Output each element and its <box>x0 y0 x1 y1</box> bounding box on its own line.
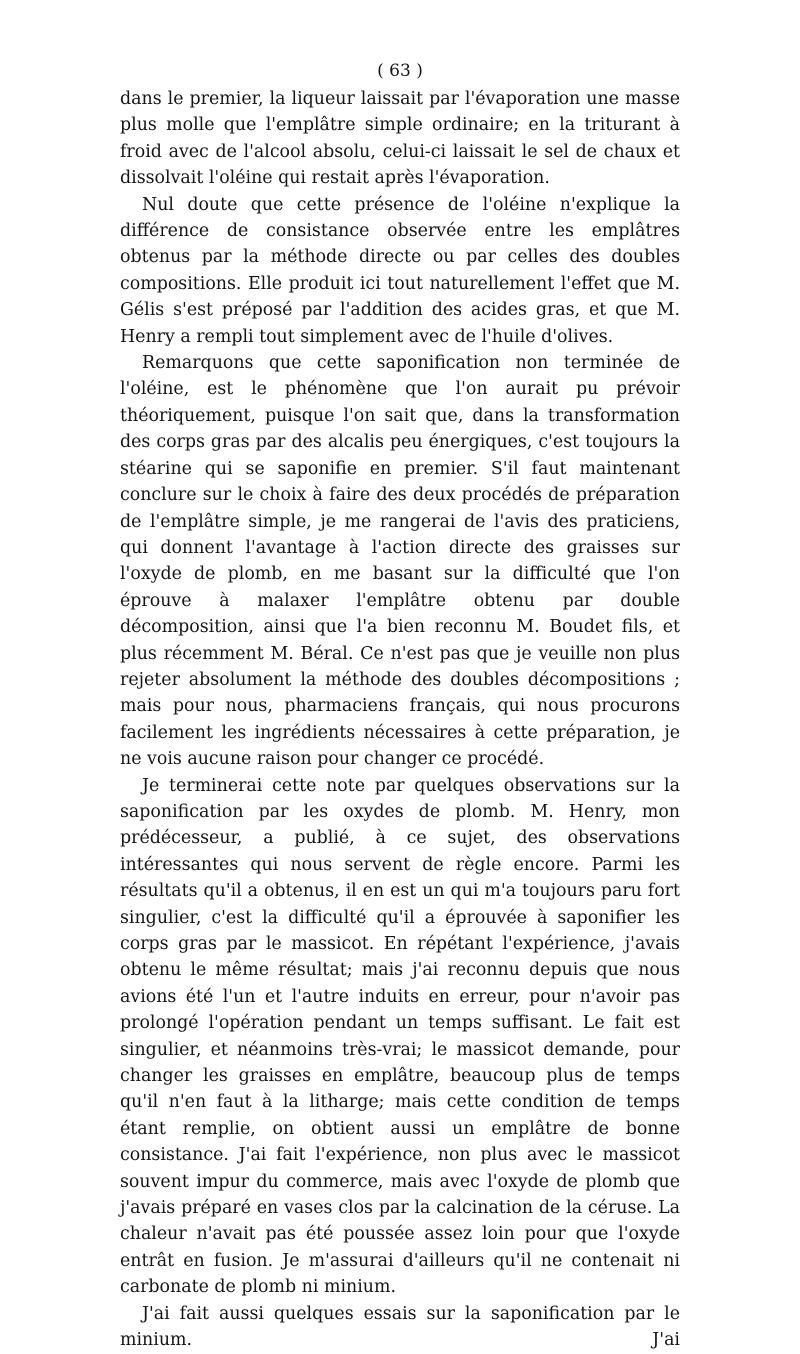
paragraph-1: dans le premier, la liqueur laissait par l'évaporation une masse plus molle que l'emplâtre simple ordinaire; en la triturant à froid avec de l'alcool absolu, celui-ci laissait le sel de chaux et dissolvait l'oléine qui restait après l'évaporation. <box>120 89 680 189</box>
document-page <box>120 58 680 1354</box>
paragraph-5: J'ai fait aussi quelques essais sur la saponification par le minium. J'ai <box>120 1303 680 1351</box>
paragraph-3: Remarquons que cette saponification non terminée de l'oléine, est le phénomène que l'on aurait pu prévoir théoriquement, puisque l'on sait que, dans la transformation des corps gras par des alcalis peu énergiques, c'est toujours la stéarine qui se saponifie en premier. S'il faut maintenant conclure sur le choix à faire des deux procédés de préparation de l'emplâtre simple, je me rangerai de l'avis des praticiens, qui donnent l'avantage à l'action directe des graisses sur l'oxyde de plomb, en me basant sur la difficulté que l'on éprouve à malaxer l'emplâtre obtenu par double décomposition, ainsi que l'a bien reconnu M. Boudet fils, et plus récemment M. Béral. Ce n'est pas que je veuille non plus rejeter absolument la méthode des doubles décompositions ; mais pour nous, pharmaciens français, qui nous procurons facilement les ingrédients nécessaires à cette préparation, je ne vois aucune raison pour changer ce procédé. <box>120 353 680 770</box>
paragraph-2: Nul doute que cette présence de l'oléine n'explique la différence de consistance observée entre les emplâtres obtenus par la méthode directe ou par celles des doubles compositions. Elle produit ici tout naturellement l'effet que M. Gélis s'est préposé par l'addition des acides gras, et que M. Henry a rempli tout simplement avec de l'huile d'olives. <box>120 194 680 347</box>
paragraph-4: Je terminerai cette note par quelques observations sur la saponification par les oxydes de plomb. M. Henry, mon prédécesseur, a publié, à ce sujet, des observations intéressantes qui nous servent de règle encore. Parmi les résultats qu'il a obtenus, il en est un qui m'a toujours paru fort singulier, c'est la difficulté qu'il a éprouvée à saponifier les corps gras par le massicot. En répétant l'expérience, j'avais obtenu le même résultat; mais j'ai reconnu depuis que nous avions été l'un et l'autre induits en erreur, pour n'avoir pas prolongé l'opération pendant un temps suffisant. Le fait est singulier, et néanmoins très-vrai; le massicot demande, pour changer les graisses en emplâtre, beaucoup plus de temps qu'il n'en faut à la litharge; mais cette condition de temps étant remplie, on obtient aussi un emplâtre de bonne consistance. J'ai fait l'expérience, non plus avec le massicot souvent impur du commerce, mais avec l'oxyde de plomb que j'avais préparé en vases clos par la calcination de la céruse. La chaleur n'avait pas été poussée assez loin pour que l'oxyde entrât en fusion. Je m'assurai d'ailleurs qu'il ne contenait ni carbonate de plomb ni minium. <box>120 775 680 1298</box>
page-number: ( 63 ) <box>377 61 423 81</box>
